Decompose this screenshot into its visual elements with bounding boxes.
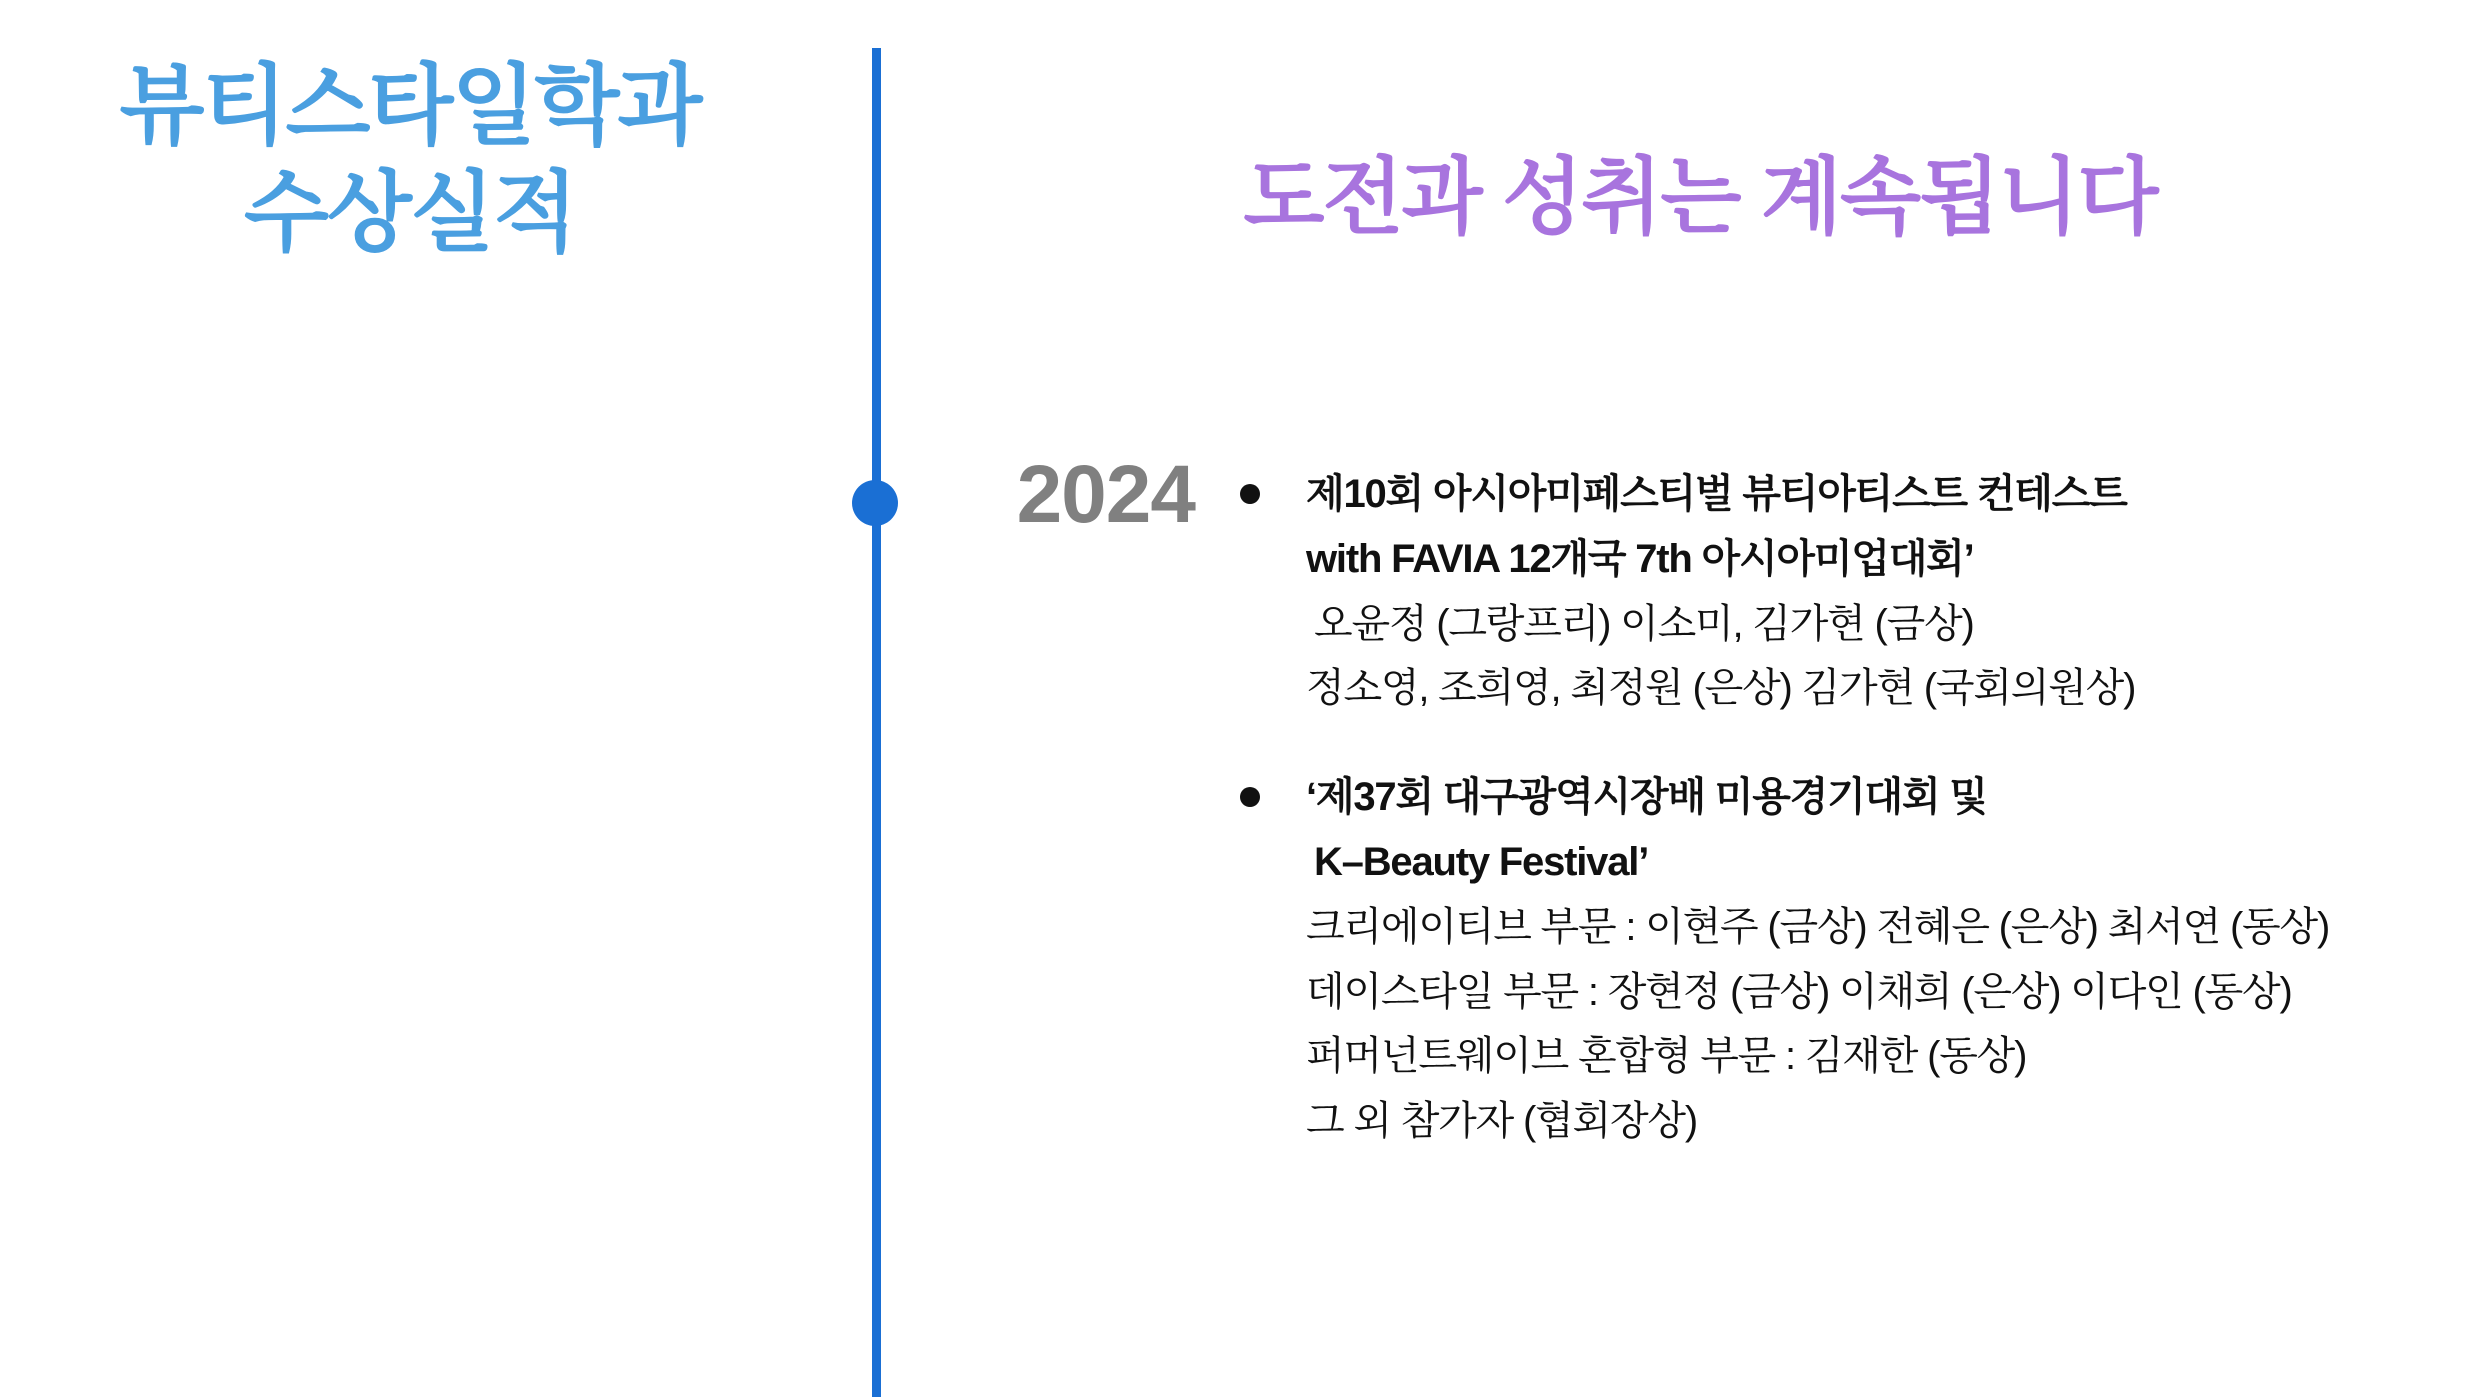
timeline-dot-2024 bbox=[852, 480, 898, 526]
award-line: 퍼머넌트웨이브 혼합형 부문 : 김재한 (동상) bbox=[1306, 1034, 2027, 1079]
bullet-icon bbox=[1240, 484, 1260, 504]
award-entry-list bbox=[1240, 462, 2470, 1198]
slide-headline: 도전과 성취는 계속됩니다 bbox=[1243, 150, 2157, 244]
department-title-line-2: 수상실적 bbox=[243, 163, 577, 263]
timeline-year-label: 2024 bbox=[1016, 449, 1195, 540]
award-line: 제10회 아시아미페스티벌 뷰티아티스트 컨테스트 bbox=[1306, 472, 2127, 516]
award-line: 오윤정 (그랑프리) 이소미, 김가현 (금상) bbox=[1314, 601, 1974, 646]
list-item bbox=[1240, 462, 2470, 721]
award-line: K–Beauty Festival’ bbox=[1314, 839, 1649, 884]
award-entry-lines bbox=[1306, 462, 2470, 721]
left-title-column bbox=[0, 0, 870, 1397]
award-line: 크리에이티브 부문 : 이현주 (금상) 전혜은 (은상) 최서연 (동상) bbox=[1306, 904, 2330, 949]
department-title-line-1: 뷰티스타일학과 bbox=[119, 56, 701, 155]
award-line: with FAVIA 12개국 7th 아시아미업대회’ bbox=[1306, 536, 1974, 581]
award-line: ‘제37회 대구광역시장배 미용경기대회 및 bbox=[1306, 775, 1987, 820]
award-line: 정소영, 조희영, 최정원 (은상) 김가현 (국회의원상) bbox=[1306, 666, 2136, 711]
award-line: 그 외 참가자 (협회장상) bbox=[1306, 1099, 1697, 1144]
list-item bbox=[1240, 765, 2470, 1154]
award-line: 데이스타일 부문 : 장현정 (금상) 이채희 (은상) 이다인 (동상) bbox=[1306, 969, 2292, 1014]
timeline-axis bbox=[872, 48, 881, 1397]
award-entry-lines bbox=[1306, 765, 2470, 1154]
bullet-icon bbox=[1240, 787, 1260, 807]
department-title bbox=[0, 52, 820, 267]
